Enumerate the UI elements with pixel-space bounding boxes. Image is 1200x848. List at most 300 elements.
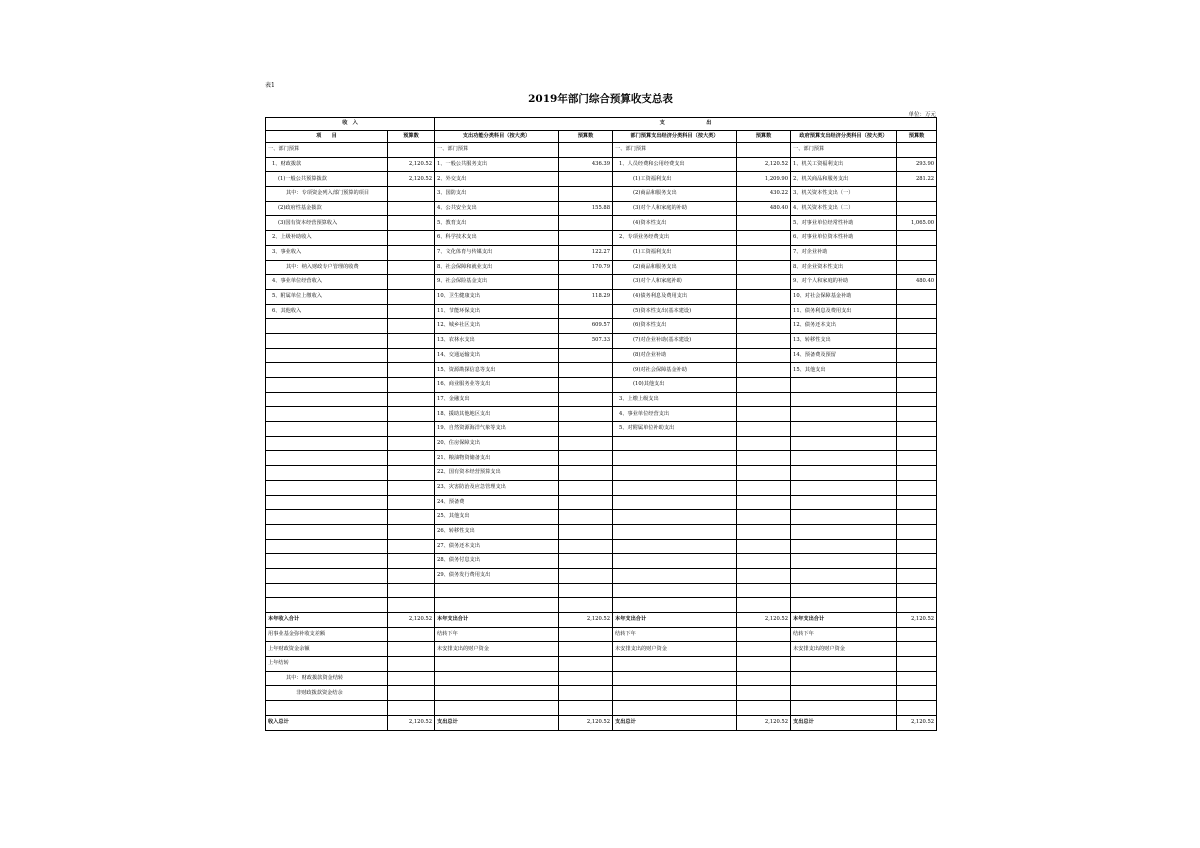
table-row bbox=[266, 613, 937, 628]
func-class-item-cell: 一、部门预算 bbox=[435, 143, 559, 158]
gov-econ-value-cell: 1,065.00 bbox=[897, 216, 937, 231]
income-item-cell: 非财政拨款资金结余 bbox=[266, 686, 388, 701]
gov-econ-item-cell: 1、机关工资福利支出 bbox=[791, 157, 897, 172]
dept-econ-item-cell: (3)对个人和家庭补助 bbox=[613, 275, 737, 290]
table-row bbox=[266, 378, 937, 393]
table-row bbox=[266, 392, 937, 407]
func-class-item-cell: 18、援助其他地区支出 bbox=[435, 407, 559, 422]
dept-econ-item-cell: 支出总计 bbox=[613, 715, 737, 730]
dept-econ-value-cell bbox=[737, 524, 791, 539]
gov-econ-value-cell: 293.90 bbox=[897, 157, 937, 172]
gov-econ-item-cell: 9、对个人和家庭的补助 bbox=[791, 275, 897, 290]
func-class-value-cell bbox=[559, 451, 613, 466]
table-row bbox=[266, 407, 937, 422]
income-item-cell: 其中：专项资金列入部门预算的项目 bbox=[266, 187, 388, 202]
income-value-cell bbox=[388, 598, 435, 613]
income-item-cell: (2)政府性基金拨款 bbox=[266, 201, 388, 216]
gov-econ-value-cell bbox=[897, 143, 937, 158]
income-value-cell bbox=[388, 642, 435, 657]
func-class-item-cell: 16、商业服务业等支出 bbox=[435, 378, 559, 393]
func-class-value-cell: 609.57 bbox=[559, 319, 613, 334]
dept-econ-value-cell bbox=[737, 407, 791, 422]
income-item-cell: 收入总计 bbox=[266, 715, 388, 730]
income-item-cell bbox=[266, 480, 388, 495]
dept-econ-value-cell bbox=[737, 451, 791, 466]
gov-econ-value-cell bbox=[897, 260, 937, 275]
func-class-value-cell bbox=[559, 422, 613, 437]
income-value-cell bbox=[388, 187, 435, 202]
dept-econ-item-cell bbox=[613, 657, 737, 672]
func-class-value-cell bbox=[559, 480, 613, 495]
dept-econ-item-cell: 5、对附属单位补助支出 bbox=[613, 422, 737, 437]
income-item-cell bbox=[266, 363, 388, 378]
income-value-cell bbox=[388, 510, 435, 525]
gov-econ-value-cell bbox=[897, 568, 937, 583]
gov-econ-item-cell bbox=[791, 657, 897, 672]
income-item-cell: 上年财政资金余额 bbox=[266, 642, 388, 657]
gov-econ-item-cell bbox=[791, 495, 897, 510]
table-row bbox=[266, 289, 937, 304]
gov-econ-item-cell: 4、机关资本性支出（二） bbox=[791, 201, 897, 216]
func-class-value-cell bbox=[559, 495, 613, 510]
table-row bbox=[266, 657, 937, 672]
dept-econ-value-cell: 2,120.52 bbox=[737, 715, 791, 730]
income-item-cell bbox=[266, 378, 388, 393]
table-row bbox=[266, 260, 937, 275]
func-class-item-cell: 12、城乡社区支出 bbox=[435, 319, 559, 334]
func-class-value-cell bbox=[559, 524, 613, 539]
income-value-cell bbox=[388, 348, 435, 363]
func-class-value-cell bbox=[559, 627, 613, 642]
func-class-item-cell: 21、粮油物资储备支出 bbox=[435, 451, 559, 466]
income-value-cell bbox=[388, 201, 435, 216]
func-class-value-cell bbox=[559, 216, 613, 231]
gov-econ-value-cell bbox=[897, 187, 937, 202]
dept-econ-value-cell bbox=[737, 319, 791, 334]
budget-header: 预算数 bbox=[737, 130, 791, 143]
func-class-item-cell: 7、文化体育与传媒支出 bbox=[435, 245, 559, 260]
dept-econ-item-cell: (4)债务利息及费用支出 bbox=[613, 289, 737, 304]
income-item-cell bbox=[266, 598, 388, 613]
dept-econ-item-cell: (10)其他支出 bbox=[613, 378, 737, 393]
func-class-item-cell: 13、农林水支出 bbox=[435, 333, 559, 348]
dept-econ-value-cell bbox=[737, 333, 791, 348]
func-class-value-cell bbox=[559, 701, 613, 716]
income-value-cell bbox=[388, 686, 435, 701]
dept-econ-value-cell: 2,120.52 bbox=[737, 157, 791, 172]
dept-econ-value-cell bbox=[737, 436, 791, 451]
gov-econ-item-cell: 13、转移性支出 bbox=[791, 333, 897, 348]
gov-econ-value-cell bbox=[897, 201, 937, 216]
dept-econ-item-cell bbox=[613, 466, 737, 481]
gov-econ-item-cell bbox=[791, 701, 897, 716]
budget-header: 预算数 bbox=[897, 130, 937, 143]
dept-econ-value-cell bbox=[737, 260, 791, 275]
dept-econ-item-cell bbox=[613, 686, 737, 701]
dept-econ-item-cell: 未安排支出的财户资金 bbox=[613, 642, 737, 657]
income-value-cell bbox=[388, 466, 435, 481]
gov-econ-value-cell bbox=[897, 495, 937, 510]
func-class-value-cell bbox=[559, 187, 613, 202]
table-row bbox=[266, 422, 937, 437]
income-value-cell: 2,120.52 bbox=[388, 172, 435, 187]
income-item-cell bbox=[266, 701, 388, 716]
table-row bbox=[266, 466, 937, 481]
income-item-cell bbox=[266, 407, 388, 422]
func-class-value-cell bbox=[559, 407, 613, 422]
table-row bbox=[266, 304, 937, 319]
income-item-cell: 1、财政拨款 bbox=[266, 157, 388, 172]
gov-econ-item-cell bbox=[791, 436, 897, 451]
dept-econ-item-cell bbox=[613, 480, 737, 495]
dept-econ-value-cell bbox=[737, 245, 791, 260]
table-row bbox=[266, 333, 937, 348]
income-value-cell bbox=[388, 480, 435, 495]
income-item-cell bbox=[266, 554, 388, 569]
gov-econ-value-cell bbox=[897, 378, 937, 393]
income-item-cell: 本年收入合计 bbox=[266, 613, 388, 628]
gov-econ-item-cell bbox=[791, 378, 897, 393]
dept-econ-value-cell bbox=[737, 466, 791, 481]
gov-econ-value-cell bbox=[897, 333, 937, 348]
gov-econ-value-cell bbox=[897, 510, 937, 525]
func-class-value-cell: 122.27 bbox=[559, 245, 613, 260]
func-class-item-cell bbox=[435, 686, 559, 701]
func-class-item-cell: 17、金融支出 bbox=[435, 392, 559, 407]
func-class-item-cell: 3、国防支出 bbox=[435, 187, 559, 202]
gov-econ-value-cell bbox=[897, 583, 937, 598]
income-item-cell: 上年结转 bbox=[266, 657, 388, 672]
func-class-item-cell: 6、科学技术支出 bbox=[435, 231, 559, 246]
dept-econ-item-cell: (5)资本性支出(基本建设) bbox=[613, 304, 737, 319]
func-class-value-cell bbox=[559, 143, 613, 158]
income-value-cell bbox=[388, 539, 435, 554]
budget-header: 预算数 bbox=[388, 130, 435, 143]
func-class-item-cell: 未安排支出的财户资金 bbox=[435, 642, 559, 657]
func-class-value-cell bbox=[559, 510, 613, 525]
gov-econ-value-cell bbox=[897, 480, 937, 495]
dept-econ-header: 部门预算支出经济分类科目（按大类） bbox=[613, 130, 737, 143]
income-item-cell bbox=[266, 466, 388, 481]
gov-econ-value-cell bbox=[897, 657, 937, 672]
func-class-value-cell bbox=[559, 583, 613, 598]
gov-econ-item-cell: 6、对事业单位资本性补助 bbox=[791, 231, 897, 246]
dept-econ-item-cell bbox=[613, 568, 737, 583]
func-class-item-cell: 15、资源勘探信息等支出 bbox=[435, 363, 559, 378]
gov-econ-item-cell bbox=[791, 568, 897, 583]
dept-econ-item-cell: (6)资本性支出 bbox=[613, 319, 737, 334]
gov-econ-value-cell: 2,120.52 bbox=[897, 715, 937, 730]
func-class-item-cell: 9、社会保险基金支出 bbox=[435, 275, 559, 290]
income-value-cell bbox=[388, 701, 435, 716]
func-class-value-cell bbox=[559, 539, 613, 554]
func-class-item-cell: 23、灾害防治及应急管理支出 bbox=[435, 480, 559, 495]
income-value-cell bbox=[388, 363, 435, 378]
income-value-cell bbox=[388, 333, 435, 348]
func-class-value-cell bbox=[559, 392, 613, 407]
gov-econ-item-cell: 一、部门预算 bbox=[791, 143, 897, 158]
func-class-value-cell bbox=[559, 436, 613, 451]
func-class-item-cell: 25、其他支出 bbox=[435, 510, 559, 525]
income-item-cell bbox=[266, 319, 388, 334]
table-row bbox=[266, 201, 937, 216]
func-class-value-cell bbox=[559, 231, 613, 246]
dept-econ-item-cell bbox=[613, 539, 737, 554]
income-value-cell bbox=[388, 554, 435, 569]
dept-econ-item-cell: 1、人员经费和公用经费支出 bbox=[613, 157, 737, 172]
func-class-item-cell: 26、转移性支出 bbox=[435, 524, 559, 539]
dept-econ-value-cell bbox=[737, 392, 791, 407]
dept-econ-item-cell: (1)工资福利支出 bbox=[613, 172, 737, 187]
gov-econ-item-cell bbox=[791, 422, 897, 437]
func-class-value-cell bbox=[559, 598, 613, 613]
gov-econ-item-cell bbox=[791, 524, 897, 539]
dept-econ-value-cell bbox=[737, 363, 791, 378]
income-value-cell bbox=[388, 143, 435, 158]
gov-econ-item-cell: 2、机关商品和服务支出 bbox=[791, 172, 897, 187]
func-class-item-cell: 本年支出合计 bbox=[435, 613, 559, 628]
dept-econ-item-cell bbox=[613, 524, 737, 539]
dept-econ-value-cell bbox=[737, 422, 791, 437]
dept-econ-value-cell bbox=[737, 480, 791, 495]
budget-header: 预算数 bbox=[559, 130, 613, 143]
gov-econ-header: 政府预算支出经济分类科目（按大类） bbox=[791, 130, 897, 143]
table-row bbox=[266, 275, 937, 290]
func-class-value-cell bbox=[559, 686, 613, 701]
table-row bbox=[266, 554, 937, 569]
dept-econ-value-cell bbox=[737, 231, 791, 246]
gov-econ-item-cell bbox=[791, 583, 897, 598]
gov-econ-value-cell bbox=[897, 466, 937, 481]
table-row bbox=[266, 510, 937, 525]
income-value-cell bbox=[388, 407, 435, 422]
dept-econ-item-cell bbox=[613, 671, 737, 686]
dept-econ-item-cell bbox=[613, 436, 737, 451]
gov-econ-value-cell bbox=[897, 363, 937, 378]
table-row bbox=[266, 319, 937, 334]
dept-econ-value-cell bbox=[737, 143, 791, 158]
func-class-value-cell bbox=[559, 172, 613, 187]
table-row bbox=[266, 157, 937, 172]
table-row bbox=[266, 715, 937, 730]
income-value-cell: 2,120.52 bbox=[388, 157, 435, 172]
income-item-cell: 6、其他收入 bbox=[266, 304, 388, 319]
func-class-value-cell bbox=[559, 671, 613, 686]
income-value-cell bbox=[388, 275, 435, 290]
gov-econ-item-cell bbox=[791, 392, 897, 407]
dept-econ-item-cell bbox=[613, 451, 737, 466]
expense-header: 支 出 bbox=[435, 118, 937, 131]
gov-econ-item-cell bbox=[791, 686, 897, 701]
income-value-cell bbox=[388, 524, 435, 539]
income-item-cell bbox=[266, 422, 388, 437]
income-value-cell bbox=[388, 378, 435, 393]
gov-econ-item-cell bbox=[791, 598, 897, 613]
income-value-cell bbox=[388, 671, 435, 686]
income-value-cell bbox=[388, 495, 435, 510]
func-class-item-cell: 2、外交支出 bbox=[435, 172, 559, 187]
func-class-item-cell: 24、预备费 bbox=[435, 495, 559, 510]
gov-econ-item-cell: 7、对企业补助 bbox=[791, 245, 897, 260]
table-row bbox=[266, 363, 937, 378]
dept-econ-value-cell bbox=[737, 598, 791, 613]
dept-econ-item-cell bbox=[613, 598, 737, 613]
gov-econ-item-cell bbox=[791, 554, 897, 569]
income-item-cell: (1)一般公共预算拨款 bbox=[266, 172, 388, 187]
dept-econ-value-cell bbox=[737, 671, 791, 686]
table-row bbox=[266, 245, 937, 260]
gov-econ-item-cell: 14、预备费及预留 bbox=[791, 348, 897, 363]
income-value-cell bbox=[388, 289, 435, 304]
income-value-cell bbox=[388, 627, 435, 642]
income-item-cell bbox=[266, 510, 388, 525]
income-item-cell bbox=[266, 451, 388, 466]
income-item-cell: (3)国有资本经营预算收入 bbox=[266, 216, 388, 231]
func-class-header: 支出功能分类科目（按大类） bbox=[435, 130, 559, 143]
income-item-cell: 5、附属单位上缴收入 bbox=[266, 289, 388, 304]
budget-table bbox=[265, 117, 937, 731]
income-value-cell bbox=[388, 583, 435, 598]
gov-econ-item-cell: 未安排支出的财户资金 bbox=[791, 642, 897, 657]
income-value-cell bbox=[388, 245, 435, 260]
gov-econ-value-cell bbox=[897, 436, 937, 451]
gov-econ-item-cell: 5、对事业单位经常性补助 bbox=[791, 216, 897, 231]
table-row bbox=[266, 539, 937, 554]
gov-econ-value-cell bbox=[897, 231, 937, 246]
func-class-value-cell: 2,120.52 bbox=[559, 715, 613, 730]
dept-econ-item-cell: 3、上缴上级支出 bbox=[613, 392, 737, 407]
income-value-cell: 2,120.52 bbox=[388, 715, 435, 730]
gov-econ-item-cell bbox=[791, 510, 897, 525]
dept-econ-item-cell: (1)工资福利支出 bbox=[613, 245, 737, 260]
income-item-cell: 用事业基金弥补收支差额 bbox=[266, 627, 388, 642]
income-item-cell bbox=[266, 568, 388, 583]
table-row bbox=[266, 701, 937, 716]
income-value-cell bbox=[388, 568, 435, 583]
dept-econ-item-cell: 4、事业单位经营支出 bbox=[613, 407, 737, 422]
dept-econ-item-cell: (9)对社会保障基金补助 bbox=[613, 363, 737, 378]
dept-econ-value-cell bbox=[737, 554, 791, 569]
gov-econ-item-cell bbox=[791, 480, 897, 495]
func-class-value-cell: 155.88 bbox=[559, 201, 613, 216]
table-row bbox=[266, 568, 937, 583]
dept-econ-item-cell: (4)资本性支出 bbox=[613, 216, 737, 231]
dept-econ-value-cell: 2,120.52 bbox=[737, 613, 791, 628]
income-item-cell: 其中：纳入财政专户管理的收费 bbox=[266, 260, 388, 275]
func-class-item-cell bbox=[435, 701, 559, 716]
table-tag: 表1 bbox=[265, 82, 275, 89]
dept-econ-item-cell bbox=[613, 510, 737, 525]
dept-econ-item-cell: (3)对个人和家庭的补助 bbox=[613, 201, 737, 216]
table-row bbox=[266, 583, 937, 598]
table-row bbox=[266, 686, 937, 701]
dept-econ-item-cell bbox=[613, 554, 737, 569]
income-value-cell bbox=[388, 304, 435, 319]
table-row bbox=[266, 480, 937, 495]
func-class-value-cell: 507.33 bbox=[559, 333, 613, 348]
func-class-item-cell: 支出总计 bbox=[435, 715, 559, 730]
func-class-item-cell: 8、社会保障和就业支出 bbox=[435, 260, 559, 275]
gov-econ-value-cell bbox=[897, 451, 937, 466]
gov-econ-value-cell bbox=[897, 289, 937, 304]
dept-econ-item-cell: (2)商品和服务支出 bbox=[613, 187, 737, 202]
func-class-item-cell: 结转下年 bbox=[435, 627, 559, 642]
func-class-value-cell: 170.79 bbox=[559, 260, 613, 275]
gov-econ-value-cell: 2,120.52 bbox=[897, 613, 937, 628]
income-value-cell bbox=[388, 319, 435, 334]
gov-econ-value-cell bbox=[897, 422, 937, 437]
gov-econ-item-cell bbox=[791, 539, 897, 554]
func-class-item-cell bbox=[435, 598, 559, 613]
income-header: 收 入 bbox=[266, 118, 435, 131]
func-class-item-cell bbox=[435, 657, 559, 672]
dept-econ-item-cell: 本年支出合计 bbox=[613, 613, 737, 628]
gov-econ-item-cell bbox=[791, 451, 897, 466]
table-row bbox=[266, 231, 937, 246]
income-item-cell: 4、事业单位经营收入 bbox=[266, 275, 388, 290]
income-item-cell bbox=[266, 436, 388, 451]
dept-econ-value-cell bbox=[737, 627, 791, 642]
func-class-value-cell bbox=[559, 568, 613, 583]
income-value-cell bbox=[388, 422, 435, 437]
dept-econ-item-cell: (8)对企业补助 bbox=[613, 348, 737, 363]
func-class-item-cell bbox=[435, 671, 559, 686]
table-row bbox=[266, 172, 937, 187]
dept-econ-value-cell bbox=[737, 642, 791, 657]
dept-econ-item-cell: 一、部门预算 bbox=[613, 143, 737, 158]
gov-econ-value-cell bbox=[897, 319, 937, 334]
income-value-cell bbox=[388, 657, 435, 672]
income-item-cell: 其中：财政拨款资金结转 bbox=[266, 671, 388, 686]
gov-econ-item-cell: 10、对社会保障基金补助 bbox=[791, 289, 897, 304]
func-class-item-cell: 5、教育支出 bbox=[435, 216, 559, 231]
func-class-value-cell: 2,120.52 bbox=[559, 613, 613, 628]
gov-econ-value-cell bbox=[897, 539, 937, 554]
income-item-cell bbox=[266, 348, 388, 363]
func-class-item-cell: 20、住房保障支出 bbox=[435, 436, 559, 451]
header-row-columns bbox=[266, 130, 937, 143]
gov-econ-item-cell: 11、债务利息及费用支出 bbox=[791, 304, 897, 319]
table-row bbox=[266, 671, 937, 686]
func-class-value-cell: 118.29 bbox=[559, 289, 613, 304]
income-item-cell bbox=[266, 392, 388, 407]
func-class-item-cell: 4、公共安全支出 bbox=[435, 201, 559, 216]
func-class-value-cell bbox=[559, 363, 613, 378]
dept-econ-value-cell bbox=[737, 510, 791, 525]
func-class-value-cell bbox=[559, 554, 613, 569]
dept-econ-item-cell: 2、专项业务经费支出 bbox=[613, 231, 737, 246]
gov-econ-item-cell: 结转下年 bbox=[791, 627, 897, 642]
dept-econ-value-cell bbox=[737, 686, 791, 701]
gov-econ-item-cell: 本年支出合计 bbox=[791, 613, 897, 628]
gov-econ-value-cell bbox=[897, 701, 937, 716]
gov-econ-item-cell bbox=[791, 407, 897, 422]
dept-econ-value-cell bbox=[737, 348, 791, 363]
income-value-cell bbox=[388, 231, 435, 246]
table-row bbox=[266, 143, 937, 158]
income-value-cell bbox=[388, 260, 435, 275]
gov-econ-value-cell bbox=[897, 627, 937, 642]
income-value-cell bbox=[388, 216, 435, 231]
income-item-cell bbox=[266, 583, 388, 598]
income-item-cell: 3、事业收入 bbox=[266, 245, 388, 260]
income-value-cell bbox=[388, 436, 435, 451]
table-row bbox=[266, 627, 937, 642]
dept-econ-item-cell bbox=[613, 495, 737, 510]
page-title: 2019年部门综合预算收支总表 bbox=[528, 93, 673, 105]
gov-econ-value-cell bbox=[897, 642, 937, 657]
income-item-cell: 2、上级补助收入 bbox=[266, 231, 388, 246]
